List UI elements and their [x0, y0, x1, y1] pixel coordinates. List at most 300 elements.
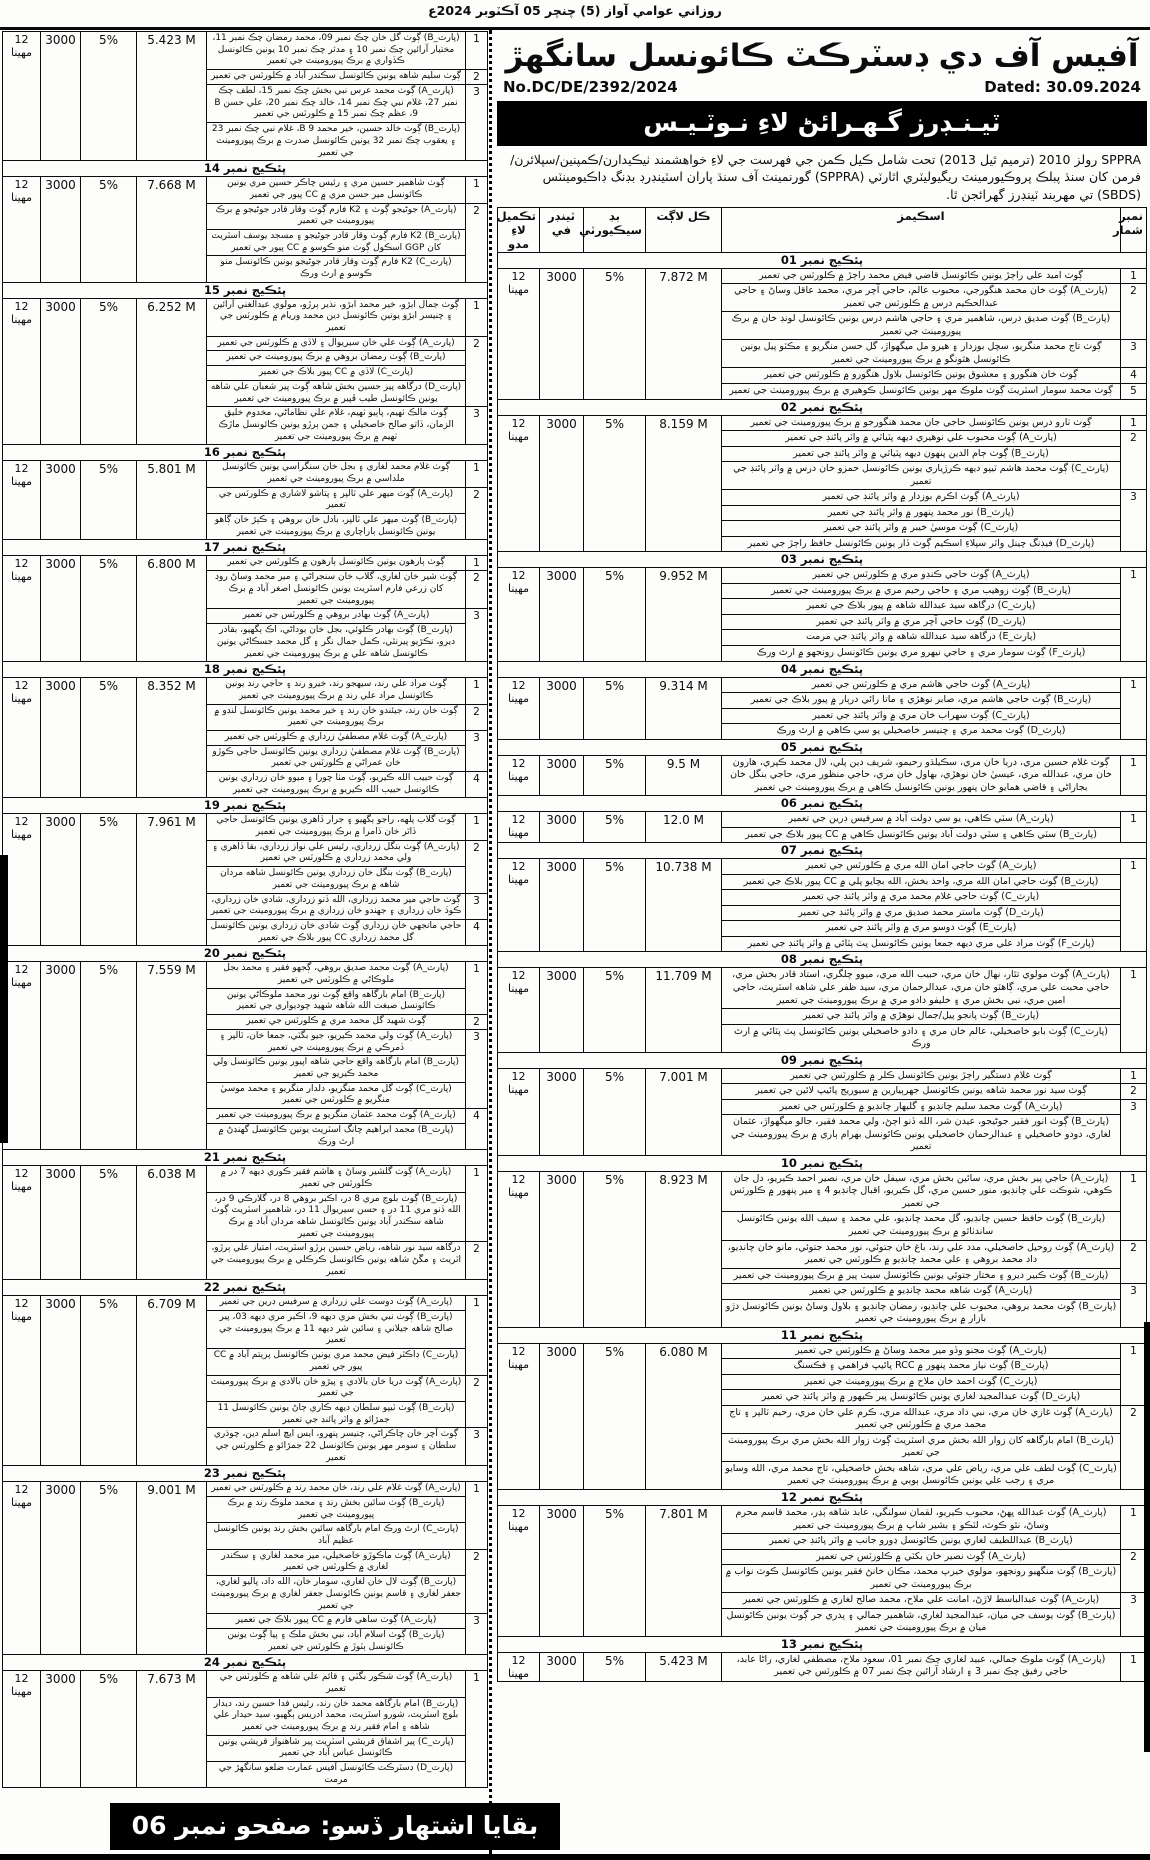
scheme-cell: (پارٽ_B) ڳوٺ حاجي هاشم مري، صابر نوهڙي ۽ ماتا رائي درٻار ۾ پيور بلاڪ جي تعمير: [722, 693, 1121, 709]
scheme-cell: (پارٽ_B) ڳوٺ بلوچ مري 8 در، اڪبر بروهي 8 در، گلارڪي 9 در، الله ڏنو مري 11 در ۽ حسن سيريوال 11 در، شاهمير اسٽريٽ ڳوٺ شاهه سڪندر آباد يونين ڪائونسل شاهه مردان آباد ۾ برڪ پيورومينٽ جي تعمير: [207, 1192, 466, 1242]
fee-cell: 3000: [41, 678, 81, 798]
fee-cell: 3000: [41, 556, 81, 662]
scheme-cell: (پارٽ_B) ڳوٺ سائين بخش رند ۽ محمد ملوڪ رند ۾ برڪ پيورومينٽ جي تعمير: [207, 1497, 466, 1523]
scheme-cell: (پارٽ_A) ڳوٺ شاهه محمد چانڊيو ۾ ڪلورٽس جي تعمير: [722, 1284, 1121, 1300]
tender-table-left: [2, 31, 488, 1788]
scheme-cell: (پارٽ_B) ڳوٺ زوهيب مري ۽ حاجي رحيم مري ۾ برڪ پيورومينٽ جي تعمير: [722, 583, 1121, 599]
scheme-cell: (پارٽ_C) K2 فارم ڳوٺ وقار قادر جوڻيجو يونين ڪائونسل منو ڪوسو ۾ ارٿ ورڪ: [207, 256, 466, 282]
serial-cell: 3: [1121, 1284, 1147, 1328]
serial-cell: 1: [1121, 1506, 1147, 1550]
scheme-cell: (پارٽ_B) ڳوٺ غلام مصطفيٰ زرداري يونين ڪائونسل حاجي ڪوڙو خان عمراڻي ۾ ڪلورٽس جي تعمير: [207, 745, 466, 771]
scheme-cell: (پارٽ_B) ڳوٺ رمضان بروهي ۾ برڪ پيورومينٽ جي تعمير: [207, 351, 466, 366]
scheme-cell: (پارٽ_A) ڳوٺ محمد سليم چانڊيو ۽ گليهار چانڊيو ۾ ڪلورٽس جي تعمير: [722, 1099, 1121, 1115]
newspaper-masthead: روزاني عوامي آواز (5) چنچر 05 آڪٽوبر 2024ع: [0, 0, 1150, 30]
serial-cell: 2: [1121, 1549, 1147, 1593]
package-header-label: پئڪيج نمبر 02: [498, 399, 1147, 415]
scheme-cell: ڳوٺ شير خان لغاري، گلاب خان سنجراڻي ۽ مير محمد وساڻ روڊ کان زرعي فارم اسٽريٽ يونين ڪائونسل اصغر آباد ۾ برڪ پيورومينٽ جي تعمير: [207, 571, 466, 609]
scheme-cell: ڳوٺ خان رند، جيئندو خان رند ۽ خير محمد يونين ڪائونسل لنڊو ۾ برڪ پيورومينٽ جي تعمير: [207, 704, 466, 730]
scheme-cell: درگاهه سيد نور شاهه، رياض حسين ٻرڙو اسٽريٽ، امتياز علي ٻرڙو، اٽريٽ ۽ مڱڻ شاهه يونين ڪائونسل ڪرڪلي ۾ برڪ پيورومينٽ جي تعمير: [207, 1242, 466, 1280]
serial-cell: 1: [466, 678, 488, 704]
package-header-label: پئڪيج نمبر 15: [3, 282, 488, 298]
scheme-cell: (پارٽ_C) ڳوٺ بابو خاصخيلي، عالم خان مري ۽ دادو خاصخيلي يونين ڪائونسل پٽ پٽائي ۾ ارٿ ورڪ: [722, 1024, 1121, 1052]
scheme-cell: (پارٽ_B) ڳوٺ ميهر علي ٽالپر، بادل خان بروهي ۽ ڪٻڙ خان ڳاهو يونين ڪائونسل ٻاراچاري ۾ برڪ پيورومينٽ جي تعمير: [207, 514, 466, 540]
scheme-cell: (پارٽ_B) ڳوٺ لال خان لغاري، سومار خان، الله داد، پاليو لغاري، جعفر لغاري ۽ قاسم يونين ڪائونسل جعفر لغاري ۾ برڪ پيورومينٽ جي تعمير: [207, 1576, 466, 1614]
package-header-row: [3, 1466, 488, 1482]
scheme-cell: (پارٽ_A) ڳوٺ خان محمد هنگورجي، محبوب عالم، حاجي آچر مري، محمد عاقل وساڻ ۽ حاجي عبدالحڪيم درس ۾ ڪلورٽس جي تعمير: [722, 284, 1121, 312]
package-header-row: [498, 796, 1147, 812]
scheme-row: [3, 962, 488, 988]
security-cell: 5%: [81, 814, 137, 946]
scheme-row: [498, 1171, 1147, 1212]
duration-cell: 12 مهينا: [498, 859, 540, 952]
left-column: [0, 30, 489, 1854]
scheme-cell: (پارٽ_A) ڳوٺ مجنو وڏو مير محمد وساڻ ۾ ڪلورٽس جي تعمير: [722, 1343, 1121, 1359]
cost-cell: 6.038 M: [137, 1166, 207, 1280]
package-header-row: [3, 798, 488, 814]
fee-cell: 3000: [540, 1068, 584, 1155]
cost-cell: 8.159 M: [646, 415, 722, 552]
fee-cell: 3000: [540, 755, 584, 796]
header-schemes: اسڪيمز: [722, 207, 1121, 252]
package-header-row: [3, 662, 488, 678]
scheme-cell: (پارٽ_C) ڳوٺ سهراب خان مري ۾ واٽر پائنڊ جي تعمير: [722, 708, 1121, 724]
scheme-cell: ڳوٺ تاج محمد منگريو، سچل بوزدار ۽ هيرو مل ميگهواڙ، گل حسن منگريو ۽ مڪٽو پيل يونين ڪائونسل هٿونگو ۾ برڪ پيورومينٽ جي تعمير: [722, 340, 1121, 368]
scheme-cell: (پارٽ_C) درگاهه سيد عبدالله شاهه ۾ پيور بلاڪ جي تعمير: [722, 599, 1121, 615]
scheme-cell: (پارٽ_A) جوڻيجو ڳوٺ ۽ K2 فارم ڳوٺ وقار قادر جوڻيجو ۾ برڪ پيورومينٽ جي تعمير: [207, 203, 466, 229]
package-header-label: پئڪيج نمبر 05: [498, 739, 1147, 755]
fee-cell: 3000: [41, 1166, 81, 1280]
scheme-cell: (پارٽ_A) ڳوٺ حاجي هاشم مري ۾ ڪلورٽس جي تعمير: [722, 677, 1121, 693]
security-cell: 5%: [584, 415, 646, 552]
scheme-cell: (پارٽ_B) ڳوٺ پانجو پيل/جمال نوهڙي ۾ واٽر پائنڊ جي تعمير: [722, 1009, 1121, 1025]
scheme-cell: (پارٽ_B) ڳوٺ نياز محمد پنهور ۾ RCC پائيپ فراهمي ۽ فڪسنگ: [722, 1359, 1121, 1375]
fee-cell: 3000: [540, 677, 584, 739]
scheme-cell: (پارٽ_D) فيڊنگ چينل واٽر سپلاءِ اسڪيم ڳوٺ ڏار يونين ڪائونسل حافظ راڄڙ جي تعمير: [722, 536, 1121, 552]
scheme-cell: (پارٽ_B) امام بارگاهه واقع ڳوٺ نور محمد ملوڪاڻي يونين ڪائونسل صبغت الله شاهه شهيد چوديواري جي تعمير: [207, 988, 466, 1014]
serial-cell: 4: [466, 772, 488, 798]
fee-cell: 3000: [540, 1506, 584, 1637]
scheme-row: [3, 177, 488, 203]
scheme-row: [3, 814, 488, 840]
scheme-cell: (پارٽ_B) ڳوٺ منگهيو رونجهو، مولوي خيرپ محمد، مڪان خانڻ فقير يونين ڪائونسل ڪوٽ نواب ۾ برڪ پيورومينٽ جي تعمير: [722, 1565, 1121, 1593]
serial-cell: 4: [466, 1109, 488, 1150]
tender-table-right: [497, 207, 1147, 1682]
package-header-row: [498, 1052, 1147, 1068]
scheme-cell: (پارٽ_B) ڳوٺ ڪبير ديرو ۽ مختار جتوئي يونين ڪائونسل سيٺ پير ۾ برڪ پيورومينٽ جي تعمير: [722, 1268, 1121, 1284]
fee-cell: 3000: [41, 1296, 81, 1466]
package-header-label: پئڪيج نمبر 07: [498, 843, 1147, 859]
cost-cell: 8.923 M: [646, 1171, 722, 1327]
cost-cell: 11.709 M: [646, 968, 722, 1052]
duration-cell: 12 مهينا: [498, 268, 540, 399]
security-cell: 5%: [81, 1166, 137, 1280]
fee-cell: 3000: [41, 1671, 81, 1788]
scheme-cell: (پارٽ_A) ڳوٺ علي خان سيريوال ۽ لاڏي ۾ ڪلورٽس جي تعمير: [207, 336, 466, 351]
scheme-cell: (پارٽ_B) امام بارگاهه کان زوار الله بخش مري اسٽريٽ ڳوٺ زوار الله بخش مري برڪ پيورومينٽ جي تعمير: [722, 1433, 1121, 1461]
serial-cell: 2: [466, 1015, 488, 1030]
columns-wrapper: [0, 30, 1150, 1854]
serial-cell: 3: [1121, 1593, 1147, 1637]
serial-cell: 1: [466, 298, 488, 336]
security-cell: 5%: [81, 32, 137, 161]
serial-cell: 1: [466, 461, 488, 487]
duration-cell: 12 مهينا: [498, 812, 540, 843]
scheme-cell: ڳوٺ شهيد گل محمد مري ۾ ڪلورٽس جي تعمير: [207, 1015, 466, 1030]
scheme-cell: ڳوٺ خان هنگورو ۽ معشوق يونين ڪائونسل بلاول هنگورو ۾ ڪلورٽس جي تعمير: [722, 368, 1121, 384]
fee-cell: 3000: [540, 568, 584, 661]
scheme-cell: (پارٽ_B) K2 فارم ڳوٺ وقار قادر جوڻيجو ۽ مسجد يوسف اسٽريٽ کان GGP اسڪول ڳوٺ منو ڪوسو ۾ CC پيور جي تعمير: [207, 229, 466, 255]
scheme-row: [498, 1068, 1147, 1084]
scheme-cell: حاجي مانجهي خان زرداري ڳوٺ شادي خان زرداري يونين ڪائونسل گل محمد زرداري CC پيور بلاڪ جي تعمير: [207, 919, 466, 945]
serial-cell: 3: [466, 609, 488, 662]
package-header-label: پئڪيج نمبر 11: [498, 1327, 1147, 1343]
scheme-row: [498, 568, 1147, 584]
duration-cell: 12 مهينا: [3, 814, 41, 946]
scheme-cell: (پارٽ_A) ڳوٺ حاجي امان الله مري ۾ ڪلورٽس جي تعمير: [722, 859, 1121, 875]
package-header-label: پئڪيج نمبر 16: [3, 445, 488, 461]
scheme-cell: ڳوٺ سليم شاهه يونين ڪائونسل سڪندر آباد ۾ ڪلورٽس جي تعمير: [207, 70, 466, 85]
serial-cell: 1: [1121, 1068, 1147, 1084]
scheme-cell: (پارٽ_C) پير اشفاق قريشي اسٽريٽ پير شاهنواز قريشي يونين ڪائونسل عباس آباد جي تعمير: [207, 1735, 466, 1761]
scheme-cell: (پارٽ_C) ڳوٺ گل محمد منگريو، دلدار منگريو ۽ محمد موسيٰ منگريو ۾ ڪلورٽس جي تعمير: [207, 1082, 466, 1108]
package-header-row: [498, 1155, 1147, 1171]
scheme-row: [498, 1506, 1147, 1534]
scheme-cell: ڳوٺ مراد علي رند، سيهجو رند، خيرو رند ۽ حاجي رند يونين ڪائونسل مراد علي رند ۾ برڪ پيورومينٽ جي تعمير: [207, 678, 466, 704]
scheme-cell: (پارٽ_A) ڳوٺ عبدالباسط لاڙڻ، امانت علي ملاح، محمد صالح لغاري ۾ ڪلورٽس جي تعمير: [722, 1593, 1121, 1609]
package-header-label: پئڪيج نمبر 03: [498, 552, 1147, 568]
serial-cell: 2: [466, 487, 488, 540]
reference-number: No.DC/DE/2392/2024: [503, 78, 678, 96]
serial-cell: 1: [466, 1482, 488, 1549]
fee-cell: 3000: [41, 32, 81, 161]
duration-cell: 12 مهينا: [3, 678, 41, 798]
serial-cell: 3: [1121, 490, 1147, 552]
duration-cell: 12 مهينا: [3, 556, 41, 662]
scheme-row: [498, 812, 1147, 828]
serial-cell: 3: [466, 730, 488, 771]
scheme-cell: (پارٽ_A) حاجي پير بخش مري، سائين بخش مري، سيفل خان مري، نصير احمد ڪيريو، دل جان ڪوهي، شوڪت علي چانڊيو، منور حسين مري، گل ڪيريو، اقبال چانڊيو 4 ۽ مير پنهور ۾ ڪلورٽس جي تعمير: [722, 1171, 1121, 1212]
fee-cell: 3000: [540, 1171, 584, 1327]
cost-cell: 9.5 M: [646, 755, 722, 796]
cost-cell: 7.001 M: [646, 1068, 722, 1155]
scheme-cell: (پارٽ_D) ڳوٺ عبدالمجيد لغاري يونين ڪائونسل پير ڪيهور ۾ واٽر پائنڊ جي تعمير: [722, 1390, 1121, 1406]
package-header-row: [498, 739, 1147, 755]
scheme-cell: (پارٽ_B) ڳوٺ ٽيپو سلطان ديهه ڪاري ڄاڻ يونين ڪائونسل 11 جمڙائو ۾ واٽر پائنڊ جي تعمير: [207, 1401, 466, 1427]
serial-cell: 2: [1121, 1084, 1147, 1100]
package-header-label: پئڪيج نمبر 24: [3, 1655, 488, 1671]
serial-cell: 3: [466, 1614, 488, 1655]
cost-cell: 5.801 M: [137, 461, 207, 540]
security-cell: 5%: [584, 677, 646, 739]
serial-cell: 3: [466, 1428, 488, 1466]
scheme-cell: (پارٽ_D) ڳوٺ ماستر محمد صديق مري ۾ واٽر پائنڊ جي تعمير: [722, 905, 1121, 921]
intro-paragraph: SPPRA رولز 2010 (ترميم ٿيل 2013) تحت شامل ڪيل ڪمن جي فهرست جي لاءِ خواهشمند ٺيڪيدارن/ڪمپنين/سپلائرن/فرمن کان سنڌ پبلڪ پروڪيورمينٽ ريگيوليٽري اٿارٽي (SPPRA) گورنمينٽ آف سنڌ پاران اسٽينڊرڊ بڊنگ ڊاڪيومينٽس (SBDS) تي مهربند ٽينڊرز گهرائجن ٿا.: [510, 152, 1141, 202]
security-cell: 5%: [584, 755, 646, 796]
package-header-label: پئڪيج نمبر 19: [3, 798, 488, 814]
security-cell: 5%: [81, 177, 137, 283]
serial-cell: 1: [1121, 1343, 1147, 1405]
fee-cell: 3000: [540, 1343, 584, 1489]
cost-cell: 7.801 M: [646, 1506, 722, 1637]
package-header-row: [3, 161, 488, 177]
scheme-cell: (پارٽ_A) ڳوٺ شڪور بگٽي ۽ قائم علي شاهه ۾ ڪلورٽس جي تعمير: [207, 1671, 466, 1697]
package-header-row: [3, 445, 488, 461]
right-column: [489, 30, 1150, 1854]
scheme-cell: (پارٽ_A) ڳوٺ غلام مصطفيٰ زرداري ۾ ڪلورٽس جي تعمير: [207, 730, 466, 745]
scheme-cell: ڳوٺ سيد نور محمد شاهه يونين ڪائونسل جهرٻيارين ۾ سيوريج پائيپ لائين جي تعمير: [722, 1084, 1121, 1100]
package-header-row: [3, 540, 488, 556]
serial-cell: 2: [466, 704, 488, 730]
cost-cell: 7.673 M: [137, 1671, 207, 1788]
package-header-label: پئڪيج نمبر 10: [498, 1155, 1147, 1171]
cost-cell: 9.001 M: [137, 1482, 207, 1655]
serial-cell: 1: [1121, 859, 1147, 952]
fee-cell: 3000: [41, 298, 81, 445]
cost-cell: 7.559 M: [137, 962, 207, 1150]
security-cell: 5%: [584, 859, 646, 952]
serial-cell: 1: [466, 556, 488, 571]
serial-cell: 1: [1121, 1171, 1147, 1240]
scheme-row: [498, 1343, 1147, 1359]
package-header-row: [3, 1280, 488, 1296]
cost-cell: 7.668 M: [137, 177, 207, 283]
security-cell: 5%: [584, 568, 646, 661]
scheme-cell: ڳوٺ حاجي مير محمد زرداري، الله ڏنو زرداري، شادي خان زرداري، ڪوڏ خان زرداري ۽ جهندو خان زرداري ۾ برڪ پيورومينٽ جي تعمير: [207, 893, 466, 919]
serial-cell: 2: [1121, 431, 1147, 490]
security-cell: 5%: [584, 968, 646, 1052]
continuation-note: بقايا اشتهار ڏسو: صفحو نمبر 06: [110, 1803, 560, 1850]
scheme-cell: (پارٽ_A) ڳوٺ مولوي تٿار، نهال خان مري، حبيب الله مري، ميوو چلگري، استاد قادر بخش مري، حاجي محبت علي مري، ڳاهٽو خان مري، عبدالرحمان مري، سيد ظفر علي شاهه اسٽريٽ، حاجي امين مري، نبي بخش مري ۽ خليفو دادو مري ۾ برڪ پيورومينٽ جي تعمير: [722, 968, 1121, 1009]
package-header-row: [3, 1655, 488, 1671]
scheme-cell: (پارٽ_D) درگاهه پير حسين بخش شاهه ڳوٺ پير شعبان علي شاهه يونين ڪائونسل طيب ڦپير ۾ برڪ پيورومينٽ جي تعمير: [207, 380, 466, 406]
security-cell: 5%: [81, 298, 137, 445]
cost-cell: 5.423 M: [646, 1652, 722, 1681]
scheme-cell: ڳوٺ غلام حسين مري، دريا خان مري، سڪيلڌو رحيمو، شريف دين پلي، لال محمد ڪپري، هارون خان مري، عبدالله مري، عيسيٰ خان نوهڙي، بهاول خان مري، حاجي منظور مري، حاجي بنگل خان بجاراڻي ۽ قاضي همايو خان پنهور يونين ڪائونسل ڪاهي ۾ برڪ پيورومينٽ جي تعمير: [722, 755, 1121, 796]
security-cell: 5%: [584, 1506, 646, 1637]
scheme-cell: (پارٽ_D) ڳوٺ حاجي آچر مري ۾ واٽر پائنڊ جي تعمير: [722, 614, 1121, 630]
cost-cell: 6.800 M: [137, 556, 207, 662]
reference-row: [497, 76, 1147, 101]
cost-cell: 6.709 M: [137, 1296, 207, 1466]
scheme-cell: (پارٽ_A) ڳوٺ ولي محمد ڪيريو، جيو بگٽي، جمعا خان، ٽالپر ۽ ڏمرڪي ۾ برڪ پيورومينٽ جي تعمير: [207, 1030, 466, 1056]
serial-cell: 2: [466, 840, 488, 893]
scheme-row: [498, 968, 1147, 1009]
security-cell: 5%: [584, 1343, 646, 1489]
scheme-row: [498, 677, 1147, 693]
scheme-cell: (پارٽ_B) سٽي ڪاهي ۽ سٽي دولت آباد يونين ڪائونسل ڪاهي ۾ CC پيور بلاڪ جي تعمير: [722, 827, 1121, 843]
serial-cell: 2: [466, 203, 488, 282]
scheme-row: [3, 1482, 488, 1497]
scheme-cell: (پارٽ_F) ڳوٺ سومار مري ۽ حاجي نيهرو مري يونين ڪائونسل رونجهو ۾ ارٿ ورڪ: [722, 645, 1121, 661]
scheme-cell: (پارٽ_B) ڳوٺ اسلام آباد، نبي بخش ملڪ ۽ پيا ڳوٺ يونين ڪائونسل ٻٽوڙ ۾ ڪلورٽس جي تعمير: [207, 1628, 466, 1654]
package-header-label: پئڪيج نمبر 08: [498, 952, 1147, 968]
serial-cell: 2: [466, 336, 488, 406]
scheme-cell: (پارٽ_A) ڳوٺ بهادر بروهي ۾ ڪلورٽس جي تعمير: [207, 609, 466, 624]
duration-cell: 12 مهينا: [3, 298, 41, 445]
serial-cell: 3: [1121, 1099, 1147, 1155]
scheme-cell: (پارٽ_A) ڳوٺ ميهر علي ٽالپر ۽ پتاشو لاشاري ۾ ڪلورٽس جي تعمير: [207, 487, 466, 513]
package-header-label: پئڪيج نمبر 09: [498, 1052, 1147, 1068]
serial-cell: 2: [1121, 1405, 1147, 1489]
fee-cell: 3000: [540, 268, 584, 399]
header-duration: تڪميل لاءِ مدو: [498, 207, 540, 252]
package-header-label: پئڪيج نمبر 04: [498, 661, 1147, 677]
package-header-label: پئڪيج نمبر 12: [498, 1490, 1147, 1506]
scheme-cell: (پارٽ_A) ڳوٺ محمد عثمان منگريو ۾ برڪ پيورومينٽ جي تعمير: [207, 1109, 466, 1124]
header-serial: نمبر شمار: [1121, 207, 1147, 252]
fee-cell: 3000: [41, 1482, 81, 1655]
package-header-row: [498, 843, 1147, 859]
office-title: آفيس آف دي ڊسٽرڪٽ ڪائونسل سانگهڙ: [505, 38, 1139, 74]
notice-banner: ٽيـنـڊرز گـهـرائڻ لاءِ نـوٽـيـس: [497, 101, 1147, 146]
package-header-row: [498, 1490, 1147, 1506]
scheme-row: [3, 1671, 488, 1697]
package-header-label: پئڪيج نمبر 01: [498, 252, 1147, 268]
package-header-label: پئڪيج نمبر 17: [3, 540, 488, 556]
scheme-cell: (پارٽ_C) ارٿ ورڪ امام بارگاهه سائين بخش رند يونين ڪائونسل عظيم آباد: [207, 1523, 466, 1549]
security-cell: 5%: [584, 812, 646, 843]
scheme-cell: (پارٽ_A) ڳوٺ غازي خان مري، نبي داد مري، عبدالله مري، ڪرم علي خان مري، رحيم ٽالپر ۽ تاج محمد مري ۾ ڪلورٽس جي تعمير: [722, 1405, 1121, 1433]
scheme-cell: (پارٽ_A) ڳوٺ روحيل خاصخيلي، مدد علي رند، باغ خان جتوئي، نور محمد جتوئي، مانو خان چانڊيو، داد محمد بروهي ۽ علي محمد چانڊيو ۾ ڪلورٽس جي تعمير: [722, 1240, 1121, 1268]
scheme-row: [498, 415, 1147, 431]
cost-cell: 6.252 M: [137, 298, 207, 445]
serial-cell: 3: [466, 85, 488, 161]
security-cell: 5%: [81, 556, 137, 662]
scheme-cell: (پارٽ_A) ڳوٺ ساهي فارم ۾ CC پيور بلاڪ جي تعمير: [207, 1614, 466, 1629]
serial-cell: 1: [466, 1671, 488, 1788]
serial-cell: 1: [1121, 568, 1147, 661]
serial-cell: 1: [466, 32, 488, 70]
header-cost: ڪل لاڳت: [646, 207, 722, 252]
package-header-row: [498, 661, 1147, 677]
scheme-cell: (پارٽ_A) ڳوٺ نصير خان بکٽي ۾ ڪلورٽس جي تعمير: [722, 1549, 1121, 1565]
duration-cell: 12 مهينا: [498, 568, 540, 661]
scheme-cell: (پارٽ_A) سٽي ڪاهي، يو سي دولت آباد ۾ سرفيس ڊرين جي تعمير: [722, 812, 1121, 828]
serial-cell: 2: [466, 1549, 488, 1613]
fee-cell: 3000: [540, 859, 584, 952]
security-cell: 5%: [81, 1671, 137, 1788]
package-header-row: [498, 1636, 1147, 1652]
scheme-cell: (پارٽ_C) ڳوٺ حاجي غلام محمد مري ۾ واٽر پائنڊ جي تعمير: [722, 890, 1121, 906]
cost-cell: 6.080 M: [646, 1343, 722, 1489]
header-security: بڊ سيڪيورٽي: [584, 207, 646, 252]
package-header-label: پئڪيج نمبر 20: [3, 946, 488, 962]
duration-cell: 12 مهينا: [498, 1171, 540, 1327]
serial-cell: 2: [1121, 1240, 1147, 1284]
scheme-row: [3, 32, 488, 70]
scheme-row: [498, 755, 1147, 796]
package-header-row: [498, 399, 1147, 415]
scheme-cell: (پارٽ_A) ڳوٺ اڪرم بوزدار ۾ واٽر پائنڊ جي تعمير: [722, 490, 1121, 506]
serial-cell: 5: [1121, 384, 1147, 400]
serial-cell: 3: [466, 407, 488, 445]
scheme-cell: (پارٽ_A) ڳوٺ غلام علي رند، خان محمد رند ۾ ڪلورٽس جي تعمير: [207, 1482, 466, 1497]
scheme-cell: (پارٽ_B) ڳوٺ گل خان چڪ نمبر 09، محمد رمضان چڪ نمبر 11، مختيار آرائين چڪ نمبر 10 ۽ مدثر چڪ نمبر 10 يونين ڪائونسل ڪڏواري ۾ برڪ پيورومينٽ جي تعمير: [207, 32, 466, 70]
package-header-label: پئڪيج نمبر 14: [3, 161, 488, 177]
package-header-row: [3, 1150, 488, 1166]
cost-cell: 12.0 M: [646, 812, 722, 843]
scheme-cell: (پارٽ_B) نور محمد پنهور ۾ واٽر پائنڊ جي تعمير: [722, 505, 1121, 521]
package-header-label: پئڪيج نمبر 13: [498, 1636, 1147, 1652]
serial-cell: 1: [1121, 755, 1147, 796]
cost-cell: 10.738 M: [646, 859, 722, 952]
fee-cell: 3000: [41, 461, 81, 540]
serial-cell: 1: [1121, 268, 1147, 284]
scheme-cell: (پارٽ_F) ڳوٺ مراد علي مري ديهه جمعا يونين ڪائونسل پٽ پٽائي ۾ واٽر پائنڊ جي تعمير: [722, 936, 1121, 952]
scheme-row: [498, 268, 1147, 284]
scheme-cell: ڳوٺ محمد سومار اسٽريٽ ڳوٺ ملوڪ مهر يونين ڪائونسل ڪوهيري ۾ برڪ پيورومينٽ جي تعمير: [722, 384, 1121, 400]
scheme-cell: (پارٽ_B) ڳوٺ محمد بروهي، محبوب علي چانڊيو، رمضان چانڊيو ۽ بلاول وساڻ يونين ڪائونسل دڙو بازار ۾ برڪ پيورومينٽ جي تعمير: [722, 1299, 1121, 1327]
scheme-row: [3, 678, 488, 704]
security-cell: 5%: [584, 1652, 646, 1681]
fee-cell: 3000: [41, 814, 81, 946]
scheme-cell: (پارٽ_A) ڳوٺ گلشير وساڻ ۽ هاشم فقير ڪوري ديهه 7 در ۾ ڪلورٽس جي تعمير: [207, 1166, 466, 1192]
serial-cell: 1: [466, 1166, 488, 1242]
scheme-row: [3, 461, 488, 487]
duration-cell: 12 مهينا: [498, 677, 540, 739]
cost-cell: 8.352 M: [137, 678, 207, 798]
package-header-label: پئڪيج نمبر 18: [3, 662, 488, 678]
scheme-cell: (پارٽ_C) لاڏي ۾ CC پيور بلاڪ جي تعمير: [207, 366, 466, 381]
scheme-cell: ڳوٺ حبيب الله ڪيريو، ڳوٺ مٺا چورا ۽ ميوو خان زرداري يونين ڪائونسل حبيب الله ڪيريو ۾ برڪ پيورومينٽ جي تعمير: [207, 772, 466, 798]
serial-cell: 4: [1121, 368, 1147, 384]
duration-cell: 12 مهينا: [498, 1343, 540, 1489]
serial-cell: 3: [1121, 340, 1147, 368]
serial-cell: 2: [466, 571, 488, 609]
fee-cell: 3000: [540, 968, 584, 1052]
package-header-row: [3, 946, 488, 962]
scheme-cell: (پارٽ_D) ڳوٺ محمد مري ۽ چنيسر خاصخيلي يو سي ڪاهي ۾ ارٿ ورڪ: [722, 724, 1121, 740]
serial-cell: 1: [466, 962, 488, 1015]
cost-cell: 7.961 M: [137, 814, 207, 946]
scheme-row: [3, 1166, 488, 1192]
scheme-cell: ڳوٺ ٻارهون يونين ڪائونسل ٻارهون ۾ ڪلورٽس جي تعمير: [207, 556, 466, 571]
scheme-cell: (پارٽ_A) ڳوٺ دوست علي زرداري ۾ سرفيس ڊرين جي تعمير: [207, 1296, 466, 1311]
scheme-cell: (پارٽ_B) امام بارگاهه محمد خان رند، رئيس فدا حسين رند، ديدار بلوچ اسٽريٽ، شورو اسٽريٽ، محمد ادريس ٻگهيو، سيد حيدار علي شاهه ۽ امام فقير رند ۾ برڪ پيورومينٽ جي تعمير: [207, 1697, 466, 1735]
dated-label: Dated: 30.09.2024: [984, 78, 1141, 96]
scheme-cell: (پارٽ_B) ڳوٺ حاجي امان الله مري، واحد بخش، الله بچايو پلي ۾ CC پيور بلاڪ جي تعمير: [722, 874, 1121, 890]
scheme-cell: (پارٽ_B) ڳوٺ ڄام الدين پنهون ديهه پٽياٽي ۾ واٽر پائنڊ جي تعمير: [722, 446, 1121, 462]
scheme-cell: (پارٽ_A) ڳوٺ عبدالله ڀهڻ، محبوب ڪيريو، لقمان سولنگي، عابد شاهه ٻڍر، محمد قاسم محرم وساڻ، نٿو ڪوٽ، لٽڪو ۽ بشير شاپ ۾ برڪ پيورومينٽ جي تعمير: [722, 1506, 1121, 1534]
fee-cell: 3000: [540, 812, 584, 843]
serial-cell: 3: [466, 1030, 488, 1109]
left-edge-mark: [0, 855, 8, 1143]
scheme-cell: (پارٽ_B) امام بارگاهه واقع حاجي شاهه اپيور يونين ڪائونسل ولي محمد ڪيريو جي تعمير: [207, 1056, 466, 1082]
security-cell: 5%: [584, 1068, 646, 1155]
serial-cell: 1: [466, 1296, 488, 1375]
serial-cell: 1: [1121, 677, 1147, 739]
serial-cell: 2: [466, 70, 488, 85]
scheme-cell: (پارٽ_B) ڳوٺ بنگل خان زرداري يونين ڪائونسل شاهه مردان شاهه ۾ برڪ پيورومينٽ جي تعمير: [207, 867, 466, 893]
scheme-row: [498, 1652, 1147, 1681]
header-fee: ٽينڊر في: [540, 207, 584, 252]
scheme-cell: (پارٽ_A) ڳوٺ ملوڪ جمالي، عبيد لغاري چڪ نمبر 01، سعود ملاح، مصطفي لغاري، راڻا عابد، حاجي رفيق چڪ نمبر 3 ۽ ارشاد آرائين چڪ نمبر 07 ۾ ڪلورٽس جي تعمير: [722, 1652, 1121, 1681]
scheme-cell: ڳوٺ اميد علي راڄڙ يونين ڪائونسل قاضي فيض محمد راڄڙ ۾ ڪلورٽس جي تعمير: [722, 268, 1121, 284]
duration-cell: 12 مهينا: [498, 755, 540, 796]
duration-cell: 12 مهينا: [498, 1068, 540, 1155]
cost-cell: 9.314 M: [646, 677, 722, 739]
security-cell: 5%: [81, 461, 137, 540]
package-header-row: [498, 1327, 1147, 1343]
fee-cell: 3000: [540, 1652, 584, 1681]
scheme-cell: (پارٽ_A) ڳوٺ حاجي ڪنڊو مري ۾ ڪلورٽس جي تعمير: [722, 568, 1121, 584]
duration-cell: 12 مهينا: [498, 1652, 540, 1681]
scheme-cell: (پارٽ_A) ڳوٺ محبوب علي نوهيري ديهه پٽياٽي ۾ واٽر پائنڊ جي تعمير: [722, 431, 1121, 447]
package-header-label: پئڪيج نمبر 21: [3, 1150, 488, 1166]
security-cell: 5%: [81, 1482, 137, 1655]
serial-cell: 1: [1121, 968, 1147, 1052]
scheme-cell: (پارٽ_C) ڳوٺ احمد خان ملاح ۾ برڪ پيورومينٽ جي تعمير: [722, 1374, 1121, 1390]
